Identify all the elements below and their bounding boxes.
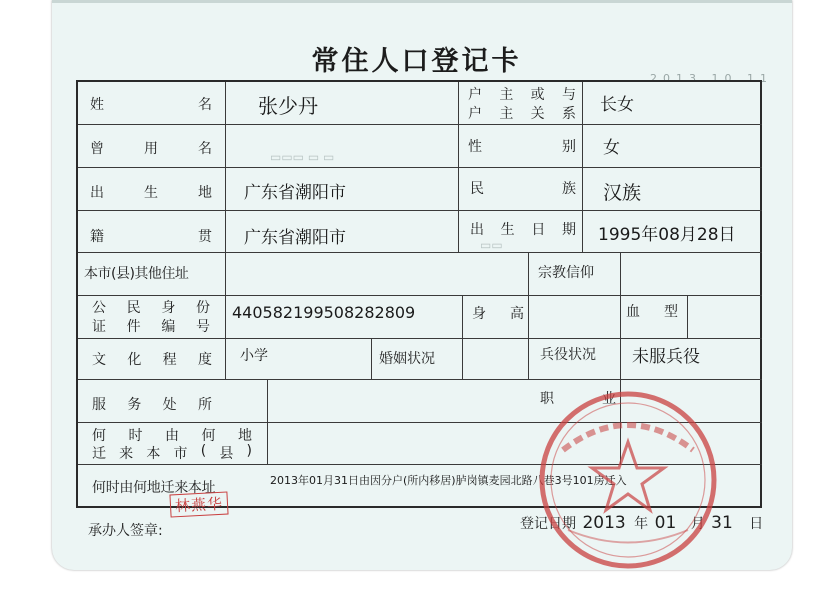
handler-name-stamp: 林燕华 <box>169 491 228 517</box>
card-title: 常住人口登记卡 <box>311 46 522 77</box>
year-unit: 年 <box>634 516 649 532</box>
education-label: 文 化 程 度 <box>92 352 212 368</box>
ethnicity-value: 汉族 <box>603 182 642 204</box>
migration-history-value: 2013年01月31日由因分户(所内移居)胪岗镇麦园北路八巷3号101房迁入 <box>270 474 627 487</box>
ethnicity-label: 民 族 <box>470 181 576 197</box>
registration-day: 31 <box>711 513 733 533</box>
former-name-label: 曾 用 名 <box>90 141 212 157</box>
height-label: 身 高 <box>472 306 524 322</box>
handler-signature-label: 承办人签章: <box>88 523 163 539</box>
registration-date-label: 登记日期 <box>520 516 576 532</box>
native-place-value: 广东省潮阳市 <box>244 228 346 248</box>
military-status-label: 兵役状况 <box>540 347 596 363</box>
registration-month: 01 <box>654 513 677 533</box>
gender-value: 女 <box>603 138 620 158</box>
name-label: 姓 名 <box>90 97 212 113</box>
household-relation-label-line2: 户 主 关 系 <box>468 106 576 122</box>
household-relation-value: 长女 <box>600 95 634 115</box>
card-top-edge <box>52 0 792 3</box>
id-number-label-line2: 证 件 编 号 <box>92 319 210 335</box>
marital-status-label: 婚姻状况 <box>379 351 435 367</box>
military-status-value: 未服兵役 <box>632 347 700 367</box>
birth-date-value: 1995年08月28日 <box>598 225 736 245</box>
household-relation-label-line1: 户 主 或 与 <box>468 87 576 103</box>
faded-date-print: 2013 10 11 <box>650 72 773 85</box>
moved-to-city-label-line1: 何 时 由 何 地 <box>92 428 252 444</box>
education-value: 小学 <box>240 348 268 364</box>
registration-date <box>520 513 763 533</box>
registration-year: 2013 <box>582 513 626 533</box>
moved-to-address-label: 何时由何地迁来本址 <box>92 480 216 496</box>
bleed-through-mark: ▭▭▭ ▭ ▭ <box>270 150 335 164</box>
id-number-value: 440582199508282809 <box>232 303 416 322</box>
blood-type-label: 血 型 <box>626 304 678 320</box>
other-address-label: 本市(县)其他住址 <box>84 266 189 282</box>
birthplace-label: 出 生 地 <box>90 185 212 201</box>
employer-label: 服 务 处 所 <box>92 397 212 413</box>
name-value: 张少丹 <box>258 94 318 118</box>
birth-date-label: 出 生 日 期 <box>470 222 576 238</box>
day-unit: 日 <box>749 516 764 532</box>
moved-to-city-label-line2: 迁 来 本 市 ( 县 ) <box>92 443 252 462</box>
occupation-label: 职 业 <box>540 391 616 407</box>
month-unit: 月 <box>690 516 705 532</box>
id-number-label-line1: 公 民 身 份 <box>92 300 210 316</box>
gender-label: 性 别 <box>468 139 576 155</box>
birthplace-value: 广东省潮阳市 <box>244 183 346 203</box>
religion-label: 宗教信仰 <box>538 265 594 281</box>
bleed-through-mark: ▭▭ <box>480 238 503 252</box>
native-place-label: 籍 贯 <box>90 229 212 245</box>
